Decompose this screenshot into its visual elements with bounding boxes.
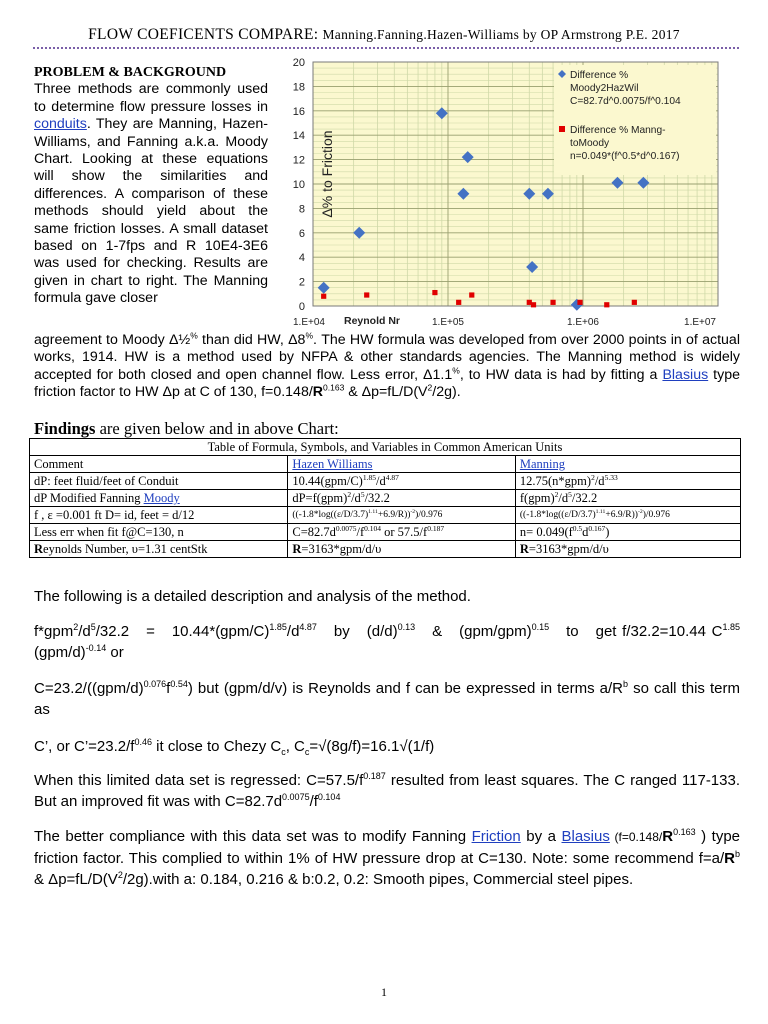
data-point-square [321, 294, 326, 299]
data-point-square [456, 300, 461, 305]
background-continuation [34, 332, 740, 402]
paragraph-text: The following is a detailed description and analysis of the method. [34, 588, 471, 605]
y-tick-label: 14 [292, 130, 305, 143]
x-tick-label: 1.E+06 [567, 317, 599, 328]
intro-paragraph [34, 586, 740, 607]
x-tick-label: 1.E+05 [432, 317, 464, 328]
equation-paragraph-2: $C=23.2/((gpm/d)^{0.076}f^{0.54})$ but (gpm/d/v) is Reynolds and f can be expressed in terms $a/R^b$ so call this term as [34, 679, 740, 718]
conduits-link[interactable]: conduits [34, 116, 87, 133]
moody-link[interactable]: Moody [143, 491, 180, 505]
paragraph-text: . The HW formula was developed from over 2000 points in of actual works, 1914. HW is a method used by NFPA & other standards agencies. The Manning method is widely accepted for both closed and open channel flow. Less error, Δ1.1 [34, 332, 740, 383]
y-tick-label: 6 [298, 227, 305, 240]
data-point-square [632, 300, 637, 305]
table-cell: R=3163*gpm/d/υ [515, 541, 740, 558]
table-cell: $n= 0.049(f^{0.5}d^{0.167})$ [515, 524, 740, 541]
x-tick-label: 1.E+04 [293, 317, 325, 328]
y-axis-label: Δ% to Friction [319, 130, 335, 218]
table-row [30, 473, 741, 490]
data-point-square [432, 290, 437, 295]
title-divider [33, 47, 739, 49]
data-point-square [364, 292, 369, 297]
table-header: Comment [30, 456, 288, 473]
equation-paragraph-4: When this limited data set is regressed: $C=57.5/f^{0.187}$ resulted from least squares. The C ranged 117-133. But an improved fit was with $C=82.7d^{0.0075}/f^{0.104}$ [34, 771, 741, 810]
formula-table [29, 438, 741, 558]
y-tick-label: 2 [298, 276, 305, 289]
table-cell: $((-1.8*\log((\varepsilon/D/3.7)^{1.11}+6.9/R))^{-2})/0.976$ [288, 507, 516, 524]
table-cell: $((-1.8*\log((\varepsilon/D/3.7)^{1.11}+6.9/R))^{-2})/0.976$ [515, 507, 740, 524]
table-header-row [30, 456, 741, 473]
blasius-link-2[interactable]: Blasius [561, 828, 610, 845]
friction-link[interactable]: Friction [471, 828, 521, 845]
findings-bold: Findings [34, 419, 96, 438]
y-tick-label: 12 [292, 154, 305, 167]
paragraph-text: than did HW, Δ8 [197, 332, 306, 348]
paragraph-text: Three methods are commonly used to determine flow pressure losses in [34, 81, 268, 115]
table-cell: dP: feet fluid/feet of Conduit [30, 473, 288, 490]
table-row [30, 524, 741, 541]
data-point-square [604, 302, 609, 307]
paragraph-text: /2g). [432, 384, 461, 401]
table-cell: $C=82.7d^{0.0075}/f^{0.104}$ or $57.5/f^{0.187}$ [288, 524, 516, 541]
y-tick-label: 10 [292, 179, 305, 191]
section-heading: PROBLEM & BACKGROUND [34, 65, 227, 80]
table-header [515, 456, 740, 473]
table-row [30, 541, 741, 558]
legend-label: n=0.049*(f^0.5*d^0.167) [570, 151, 680, 162]
legend-label: Difference % [570, 70, 629, 81]
blasius-link[interactable]: Blasius [662, 366, 709, 383]
table-cell: $dP=f(gpm)^2/d^5/32.2$ [288, 490, 516, 507]
superscript: % [305, 330, 314, 341]
equation-paragraph-5: The better compliance with this data set was to modify Fanning Friction by a Blasius ($f=0.148/R^{0.163}$ ) type friction factor. This complied to within 1% of HW pressure drop at C=130. Note: some recommend $f=a/R^b$ & $\Delta p=fL/D(V^2/2g).with$ a: 0.184, 0.216 & b:0.2, 0.2: Smooth pipes, Commercial steel pipes. [34, 827, 741, 888]
y-tick-label: 20 [292, 57, 305, 69]
paragraph-text: & Δp=fL/D(V [344, 384, 428, 401]
table-cell: R=3163*gpm/d/υ [288, 541, 516, 558]
table-cell: $10.44(gpm/C)^{1.85}/d^{4.87}$ [288, 473, 516, 490]
y-tick-label: 8 [298, 203, 305, 216]
paragraph-text: agreement to Moody Δ½ [34, 332, 191, 348]
table-row [30, 490, 741, 507]
data-point-square [577, 300, 582, 305]
data-point-square [469, 292, 474, 297]
manning-link[interactable]: Manning [519, 457, 566, 471]
paragraph-text: . They are Manning, Hazen-Williams, and Fanning a.k.a. Moody Chart. Looking at these equations will show the similarities and differences. A comparison of these methods should yield about the same friction losses. A small dataset based on 1-7fps and R 10E4-3E6 was used for checking. Results are given in chart to right. The Manning formula gave closer [34, 116, 268, 307]
superscript: 2 [427, 382, 433, 393]
table-row [30, 507, 741, 524]
x-axis-label: Reynold Nr [343, 315, 401, 327]
legend-label: Difference % Manng- [570, 125, 666, 136]
legend-label: toMoody [570, 138, 610, 149]
scatter-chart [272, 52, 742, 330]
data-point-square [550, 300, 555, 305]
table-cell: f , ε =0.001 ft D= id, feet = d/12 [30, 507, 288, 524]
equation-paragraph-1: $f*gpm^2/d^5/32.2 = 10.44*(gpm/C)^{1.85}/d^{4.87}$ by $(d/d)^{0.13}$ & $(gpm/gpm)^{0.15}$ to get f/32.2=10.44 $C^{1.85}$ $(gpm/d)^{-0.14}$ or [34, 622, 740, 661]
document-title [0, 26, 768, 44]
superscript: 0.163 [323, 382, 345, 393]
y-tick-label: 16 [292, 105, 305, 118]
legend-marker-square [559, 126, 565, 132]
hazen-williams-link[interactable]: Hazen Williams [292, 457, 373, 471]
y-tick-label: 18 [292, 81, 305, 94]
equation-paragraph-3: C’, or $C’=23.2/f^{0.46}$ it close to Chezy $C_c$, $C_c=√(8g/f)=16.1√(1/f)$ [34, 737, 435, 757]
reynolds-symbol: R [312, 384, 324, 401]
table-cell: $12.75(n*gpm)^2/d^{5.33}$ [515, 473, 740, 490]
superscript: % [190, 330, 198, 341]
table-cell: $f(gpm)^2/d^5/32.2$ [515, 490, 740, 507]
table-header [288, 456, 516, 473]
paragraph-text: type friction factor to HW Δp at C of 130, f=0.148/ [34, 366, 740, 401]
data-point-square [531, 302, 536, 307]
y-tick-label: 0 [298, 301, 305, 313]
x-tick-label: 1.E+07 [684, 317, 716, 328]
legend-label: Moody2HazWil [570, 83, 639, 94]
table-cell: Reynolds Number, υ=1.31 centStk [30, 541, 288, 558]
background-section [34, 64, 268, 308]
title-main: FLOW COEFICENTS COMPARE: [88, 26, 319, 43]
findings-heading [34, 419, 339, 439]
paragraph-text: , to HW data is had by fitting a [459, 366, 663, 383]
superscript: % [452, 365, 460, 376]
page-number: 1 [381, 985, 387, 999]
table-caption: Table of Formula, Symbols, and Variables in Common American Units [30, 439, 741, 456]
table-cell: dP Modified Fanning Moody [30, 490, 288, 507]
table-cell: Less err when fit f@C=130, n [30, 524, 288, 541]
title-sub: Manning.Fanning.Hazen-Williams by OP Armstrong P.E. 2017 [322, 27, 680, 42]
legend-label: C=82.7d^0.0075/f^0.104 [570, 96, 681, 107]
findings-rest: are given below and in above Chart: [95, 419, 339, 438]
y-tick-label: 4 [298, 252, 305, 265]
